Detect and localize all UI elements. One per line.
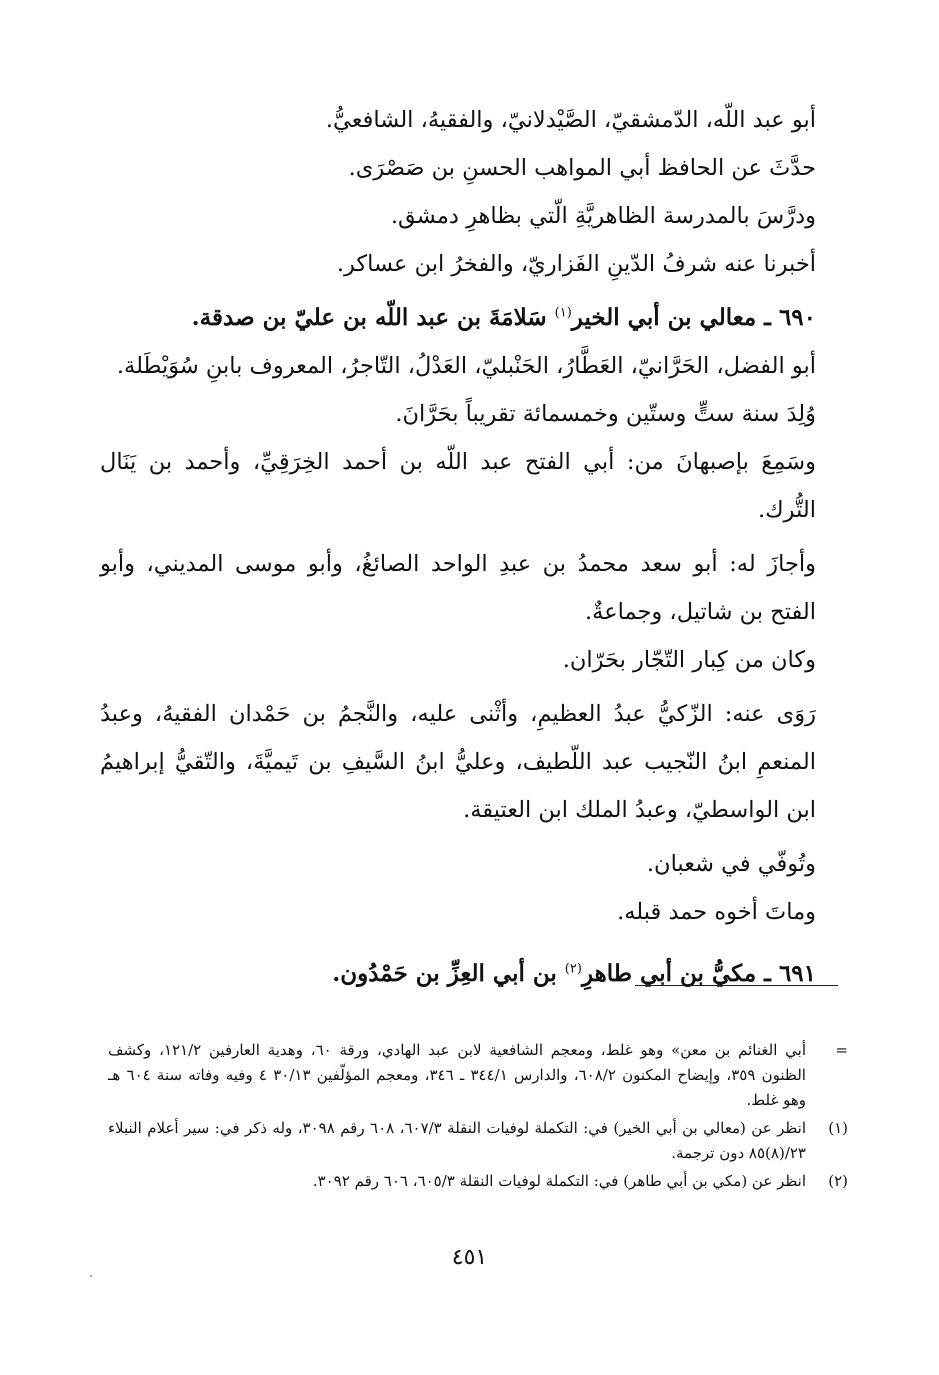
footnote-text: انظر عن (معالي بن أبي الخير) في: التكملة لوفيات النقلة ٦٠٧/٣، ٦٠٨ رقم ٣٠٩٨، وله ذكر في: سير أعلام النبلاء ٢٣/(٨)٨٥ دون ترجمة. [108,1119,806,1162]
entry-691-number: ٦٩١ [778,960,816,987]
entry-691-name: مكيُّ بن أبي طاهرِ [581,960,757,987]
entry-690-heading [100,294,838,342]
footnote-ref-1: (١) [554,305,572,321]
paragraph-ijaza: وأجازَ له: أبو سعد محمدُ بن عبدِ الواحد الصائغُ، وأبو موسى المديني، وأبو الفتح بن شاتيل، وجماعةٌ. [100,551,816,625]
entry-690-dash: ـ [764,304,771,331]
paragraph-hadith: حدَّثَ عن الحافظ أبي المواهب الحسنِ بن صَصْرَى. [348,155,816,181]
footnote-2 [108,1169,848,1194]
paragraph-kunya: أبو الفضل، الحَرَّانيّ، العَطَّارُ، الحَنْبليّ، العَدْلُ، التّاجرُ، المعروف بابنِ سُوَيْطَلة. [116,353,816,379]
paragraph-transmitters: رَوَى عنه: الزّكيُّ عبدُ العظيمِ، وأثْنى عليه، والنَّجمُ بن حَمْدان الفقيهُ، وعبدُ المنعمِ ابنُ النّجيب عبد اللّطيف، وعليُّ ابنُ السَّيفِ بن تَيميَّةَ، والتّقيُّ إبراهيمُ ابن الواسطيّ، وعبدُ الملك ابن العتيقة. [100,701,816,823]
entry-691-dash: ـ [764,960,771,987]
paragraph-teaching: ودرَّسَ بالمدرسة الظاهريَّةِ الّتي بظاهرِ دمشق. [390,203,816,229]
footnote-1 [108,1116,848,1166]
entry-691-heading [100,950,838,998]
paragraph-nisba: أبو عبد اللّه، الدّمشقيّ، الصَّيْدلانيّ، والفقيهُ، الشافعيُّ. [325,107,816,133]
footnote-marker: (١) [828,1119,848,1137]
page-number: ٤٥١ [451,1245,488,1270]
entry-691-lineage: بن أبي العِزِّ بن حَمْدُون. [332,960,557,987]
footnote-marker: = [835,1041,848,1059]
footnote-continuation [108,1038,848,1113]
paragraph-brother: وماتَ أخوه حمد قبله. [617,899,816,925]
footnote-text: انظر عن (مكي بن أبي طاهر) في: التكملة لوفيات النقلة ٦٠٥/٣، ٦٠٦ رقم ٣٠٩٢. [312,1172,806,1190]
entry-690-name: معالي بن أبي الخير [571,304,757,331]
footnote-marker: (٢) [828,1172,848,1190]
paragraph-death: وتُوفّي في شعبان. [646,851,816,877]
entry-690-number: ٦٩٠ [778,304,816,331]
footnote-separator [635,985,838,986]
paragraph-narrators: أخبرنا عنه شرفُ الدّينِ الفَزاريّ، والفخرُ ابن عساكر. [336,251,816,277]
scan-speck [90,1275,92,1277]
paragraph-heard: وسَمِعَ بإصبهانَ من: أبي الفتح عبد اللّه بن أحمد الخِرَقِيِّ، وأحمد بن يَنَال التُّرك. [100,449,816,523]
paragraph-merchant: وكان من كِبار التّجّار بحَرّان. [562,647,816,673]
footnotes-block [108,1038,848,1197]
footnote-text: أبي الغنائم بن معن» وهو غلط، ومعجم الشافعية لابن عبد الهادي، ورقة ٦٠، وهدية العارفين ١٢١/٢، وكشف الظنون ٣٥٩، وإيضاح المكنون ٦٠٨/٢، والدارس ٣٤٤/١ ـ ٣٤٦، ومعجم المؤلّفين ٣٠/١٣ ٤ وفيه وفاته سنة ٦٠٤ هـ وهو غلط. [108,1041,807,1109]
footnote-ref-2: (٢) [564,961,582,977]
entry-690-lineage: سَلامَةَ بن عبد اللّه بن عليّ بن صدقة. [191,304,547,331]
main-text-block [100,96,838,998]
paragraph-birth: وُلِدَ سنة ستٍّ وستّين وخمسمائة تقريباً بحَرَّانَ. [395,401,816,427]
